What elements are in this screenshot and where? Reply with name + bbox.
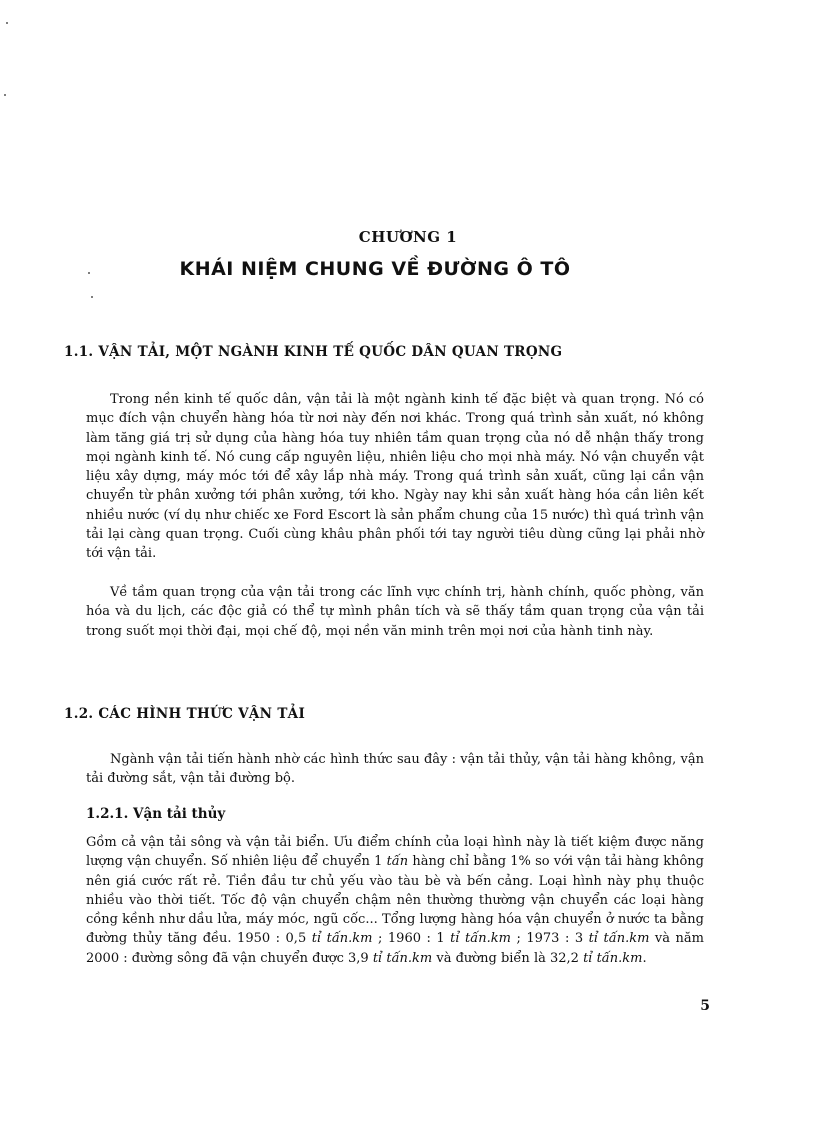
page-number: 5 xyxy=(700,998,710,1014)
unit-billion-ton-km: tỉ tấn.km xyxy=(372,950,433,966)
unit-ton: tấn xyxy=(386,854,409,870)
paragraph-transport-forms: Ngành vận tải tiến hành nhờ các hình thức sau đây : vận tải thủy, vận tải hàng không, vận tải đường sắt, vận tải đường bộ. xyxy=(86,752,704,787)
subsection-heading-1-2-1: 1.2.1. Vận tải thủy xyxy=(86,806,226,822)
paragraph-transport-other-fields: Về tầm quan trọng của vận tải trong các lĩnh vực chính trị, hành chính, quốc phòng, văn hóa và du lịch, các độc giả có thể tự mình phân tích và sẽ thấy tầm quan trọng của vận tải trong suốt mọi thời đại, mọi chế độ, mọi nền văn minh trên mọi nơi của hành tinh này. xyxy=(86,585,704,639)
unit-billion-ton-km: tỉ tấn.km xyxy=(588,931,650,947)
water-text-part: ; 1973 : 3 xyxy=(510,931,589,947)
water-text-part: ; 1960 : 1 xyxy=(372,931,451,947)
scan-speck xyxy=(91,296,93,298)
water-text-part: Gồm cả vận tải sông và vận tải biển. Ưu điểm chính của loại hình này là tiết kiệm được năng lượng vận chuyển. Số nhiên liệu để chuyển 1 xyxy=(86,835,704,870)
water-text-part: hàng chỉ bằng 1% so với vận tải hàng không nên giá cước rất rẻ. Tiền đầu tư chủ yếu vào tàu bè và bến cảng. Loại hình này phụ thuộc nhiều vào thời tiết. Tốc độ vận chuyển chậm nên thường thường vận chuyển các loại hàng cồng kềnh như dầu lửa, máy móc, ngũ cốc... Tổng lượng hàng hóa vận chuyển ở nước ta bằng đường thủy tăng đều. 1950 : 0,5 xyxy=(86,854,705,947)
paragraph-transport-importance: Trong nền kinh tế quốc dân, vận tải là một ngành kinh tế đặc biệt và quan trọng. Nó có mục đích vận chuyển hàng hóa từ nơi này đến nơi khác. Trong quá trình sản xuất, nó không làm tăng giá trị sử dụng của hàng hóa tuy nhiên tầm quan trọng của nó dễ nhận thấy trong mọi ngành kinh tế. Nó cung cấp nguyên liệu, nhiên liệu cho mọi nhà máy. Nó vận chuyển vật liệu xây dựng, máy móc tới để xây lắp nhà máy. Trong quá trình sản xuất, cũng lại cần vận chuyển từ phân xưởng tới phân xưởng, tới kho. Ngày nay khi sản xuất hàng hóa cần liên kết nhiều nước (ví dụ như chiếc xe Ford Escort là sản phẩm chung của 15 nước) thì quá trình vận tải lại càng quan trọng. Cuối cùng khâu phân phối tới tay người tiêu dùng cũng lại phải nhờ tới vận tải. xyxy=(86,392,704,562)
unit-billion-ton-km: tỉ tấn.km xyxy=(583,950,643,966)
paragraph-water-transport xyxy=(86,833,704,968)
chapter-label: CHƯƠNG 1 xyxy=(358,228,458,246)
water-text-part: và đường biển là 32,2 xyxy=(432,950,584,966)
water-text-part: . xyxy=(642,950,647,966)
section-heading-1-1: 1.1. VẬN TẢI, MỘT NGÀNH KINH TẾ QUỐC DÂN QUAN TRỌNG xyxy=(64,344,563,360)
chapter-title: KHÁI NIỆM CHUNG VỀ ĐƯỜNG Ô TÔ xyxy=(179,258,571,280)
scan-speck xyxy=(6,22,8,24)
unit-billion-ton-km: tỉ tấn.km xyxy=(450,931,511,947)
section-heading-1-2: 1.2. CÁC HÌNH THỨC VẬN TẢI xyxy=(64,706,306,722)
water-text-part: và năm 2000 : đường sông đã vận chuyển được 3,9 xyxy=(86,931,704,966)
unit-billion-ton-km: tỉ tấn.km xyxy=(311,931,373,947)
scan-speck xyxy=(4,94,6,96)
